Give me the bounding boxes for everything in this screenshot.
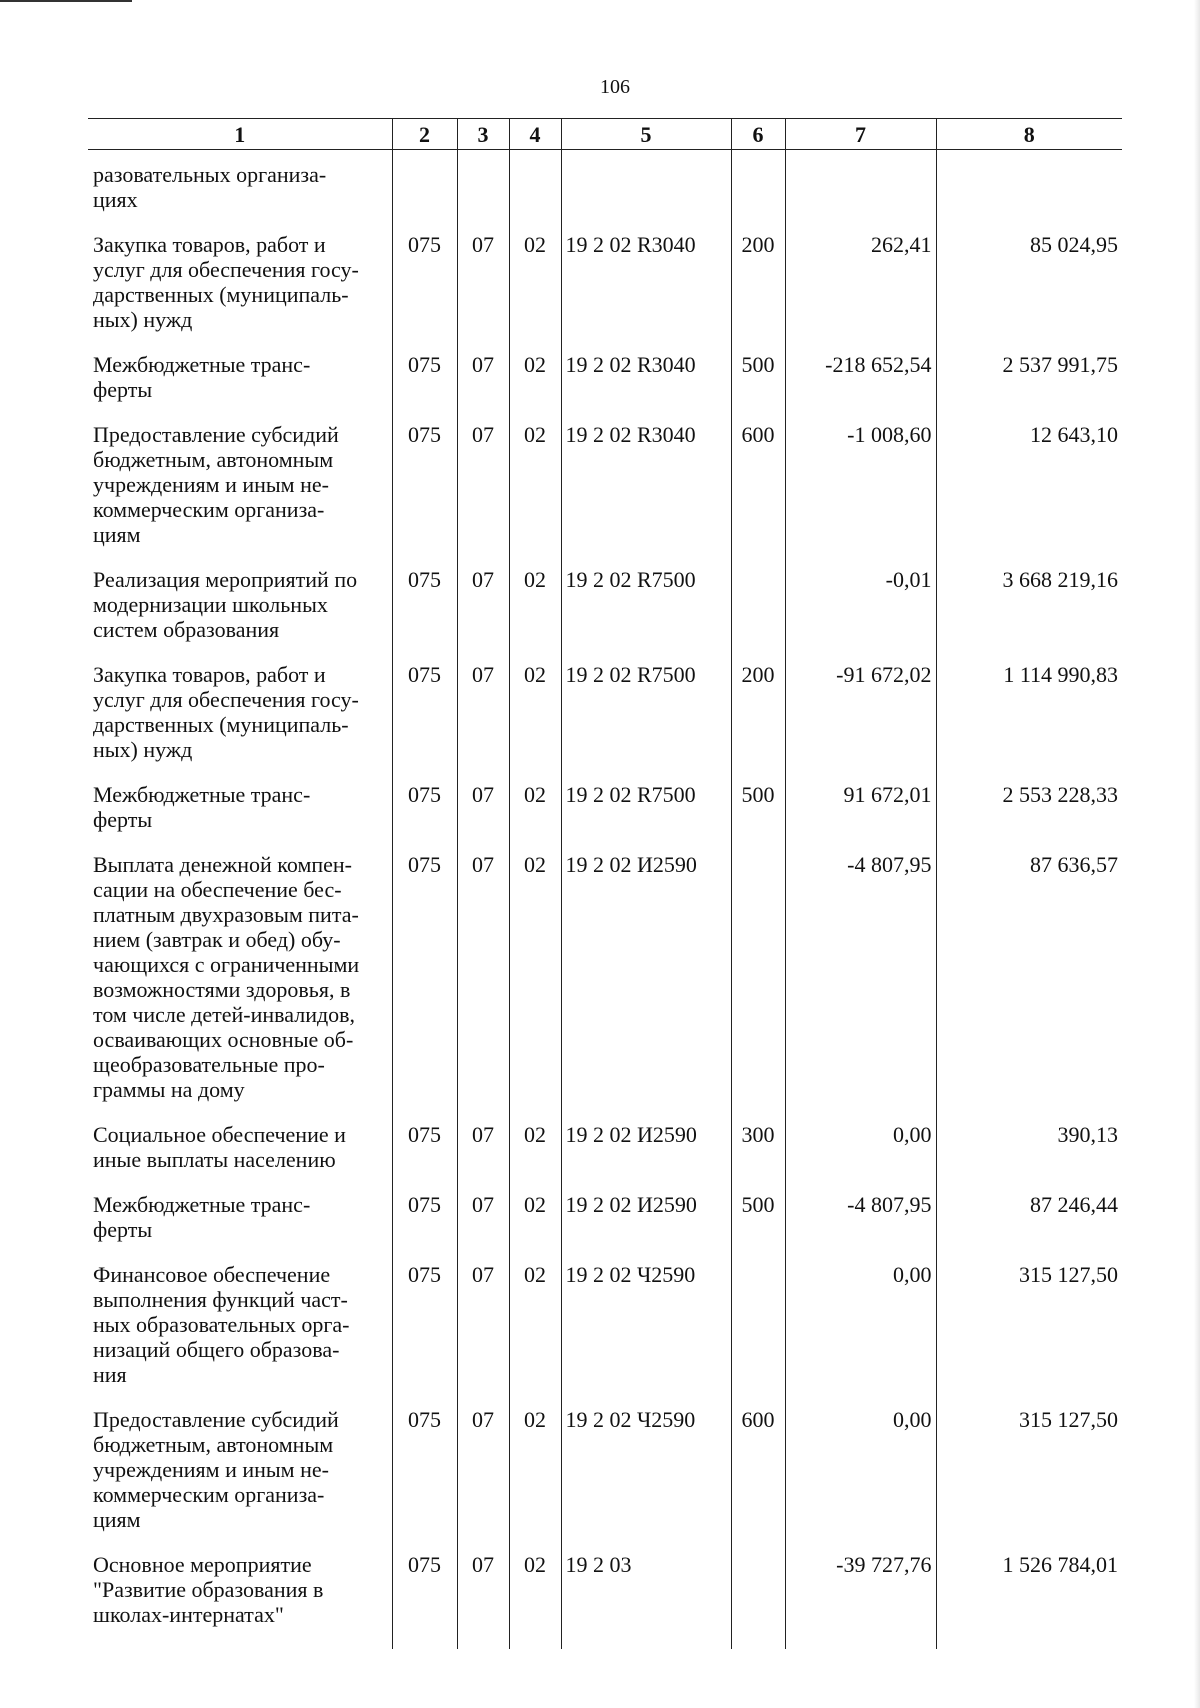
row-name-cell: Выплата денежной компен- сации на обеспечение бес- платным двухразовым пита- нием (завтрак и обед) обу- чающихся с ограниченными возможностями здоровья, в том числе детей-инвалидов, осваивающих основные об- щеобразовательные про- граммы на дому (88, 845, 392, 1115)
row-name-cell: Межбюджетные транс- ферты (88, 1185, 392, 1255)
header-cell: 8 (936, 119, 1122, 150)
row-total-amount-cell: 12 643,10 (936, 415, 1122, 560)
row-section-cell: 07 (457, 1185, 509, 1255)
row-name-cell: Социальное обеспечение и иные выплаты населению (88, 1115, 392, 1185)
row-section-cell: 07 (457, 1545, 509, 1649)
row-target-article-cell: 19 2 02 R7500 (561, 560, 731, 655)
row-target-article-cell: 19 2 02 R3040 (561, 415, 731, 560)
row-target-article-cell (561, 150, 731, 226)
row-subsection-cell: 02 (509, 560, 561, 655)
row-section-cell: 07 (457, 775, 509, 845)
row-total-amount-cell: 2 553 228,33 (936, 775, 1122, 845)
row-admin-code-cell: 075 (392, 655, 457, 775)
table-row (88, 150, 1122, 226)
header-cell: 7 (785, 119, 936, 150)
row-subsection-cell: 02 (509, 1400, 561, 1545)
row-target-article-cell: 19 2 02 И2590 (561, 1115, 731, 1185)
header-cell: 5 (561, 119, 731, 150)
row-name-cell: Закупка товаров, работ и услуг для обеспечения госу- дарственных (муниципаль- ных) нужд (88, 655, 392, 775)
header-cell: 1 (88, 119, 392, 150)
header-cell: 3 (457, 119, 509, 150)
header-cell: 4 (509, 119, 561, 150)
row-total-amount-cell: 3 668 219,16 (936, 560, 1122, 655)
row-total-amount-cell: 85 024,95 (936, 225, 1122, 345)
row-subsection-cell: 02 (509, 1255, 561, 1400)
row-admin-code-cell (392, 150, 457, 226)
row-total-amount-cell: 87 636,57 (936, 845, 1122, 1115)
table-row (88, 655, 1122, 775)
header-cell: 2 (392, 119, 457, 150)
row-expense-type-cell (731, 560, 785, 655)
row-change-amount-cell: 0,00 (785, 1400, 936, 1545)
table-row (88, 345, 1122, 415)
row-target-article-cell: 19 2 02 Ч2590 (561, 1400, 731, 1545)
row-name-cell: Межбюджетные транс- ферты (88, 345, 392, 415)
row-expense-type-cell: 500 (731, 345, 785, 415)
row-subsection-cell: 02 (509, 1115, 561, 1185)
row-expense-type-cell: 300 (731, 1115, 785, 1185)
table-row (88, 1185, 1122, 1255)
table-body (88, 150, 1122, 1650)
row-name-cell: Предоставление субсидий бюджетным, автономным учреждениям и иным не- коммерческим организа- циям (88, 415, 392, 560)
table-row (88, 775, 1122, 845)
row-admin-code-cell: 075 (392, 560, 457, 655)
row-total-amount-cell: 2 537 991,75 (936, 345, 1122, 415)
row-section-cell: 07 (457, 225, 509, 345)
header-row (88, 119, 1122, 150)
row-change-amount-cell (785, 150, 936, 226)
row-admin-code-cell: 075 (392, 1400, 457, 1545)
row-total-amount-cell: 1 114 990,83 (936, 655, 1122, 775)
row-target-article-cell: 19 2 02 И2590 (561, 845, 731, 1115)
row-admin-code-cell: 075 (392, 845, 457, 1115)
row-expense-type-cell: 200 (731, 225, 785, 345)
row-expense-type-cell: 600 (731, 415, 785, 560)
table-row (88, 845, 1122, 1115)
table-row (88, 560, 1122, 655)
row-target-article-cell: 19 2 02 Ч2590 (561, 1255, 731, 1400)
page-number: 106 (600, 76, 630, 98)
row-admin-code-cell: 075 (392, 1115, 457, 1185)
row-name-cell: Реализация мероприятий по модернизации школьных систем образования (88, 560, 392, 655)
row-change-amount-cell: -218 652,54 (785, 345, 936, 415)
row-expense-type-cell (731, 150, 785, 226)
table-row (88, 1255, 1122, 1400)
row-admin-code-cell: 075 (392, 1185, 457, 1255)
row-expense-type-cell (731, 1545, 785, 1649)
row-expense-type-cell: 200 (731, 655, 785, 775)
row-subsection-cell: 02 (509, 1545, 561, 1649)
row-section-cell: 07 (457, 1255, 509, 1400)
row-target-article-cell: 19 2 02 R3040 (561, 345, 731, 415)
row-change-amount-cell: -0,01 (785, 560, 936, 655)
row-expense-type-cell: 500 (731, 1185, 785, 1255)
row-section-cell: 07 (457, 345, 509, 415)
row-change-amount-cell: -91 672,02 (785, 655, 936, 775)
table-row (88, 1115, 1122, 1185)
row-subsection-cell: 02 (509, 345, 561, 415)
scan-artifact-edge (1194, 0, 1200, 1708)
row-total-amount-cell: 390,13 (936, 1115, 1122, 1185)
row-target-article-cell: 19 2 02 R7500 (561, 775, 731, 845)
row-total-amount-cell: 315 127,50 (936, 1400, 1122, 1545)
row-section-cell: 07 (457, 1115, 509, 1185)
row-name-cell: Основное мероприятие "Развитие образования в школах-интернатах" (88, 1545, 392, 1649)
row-total-amount-cell: 315 127,50 (936, 1255, 1122, 1400)
row-name-cell: Закупка товаров, работ и услуг для обеспечения госу- дарственных (муниципаль- ных) нужд (88, 225, 392, 345)
row-target-article-cell: 19 2 02 И2590 (561, 1185, 731, 1255)
table-row (88, 225, 1122, 345)
scan-artifact-line (0, 0, 132, 2)
table-row (88, 415, 1122, 560)
table-row (88, 1545, 1122, 1649)
row-section-cell: 07 (457, 1400, 509, 1545)
budget-table (88, 118, 1122, 1649)
row-admin-code-cell: 075 (392, 415, 457, 560)
row-expense-type-cell: 500 (731, 775, 785, 845)
row-name-cell: Финансовое обеспечение выполнения функций част- ных образовательных орга- низаций общего образова- ния (88, 1255, 392, 1400)
row-section-cell: 07 (457, 845, 509, 1115)
row-name-cell: Межбюджетные транс- ферты (88, 775, 392, 845)
row-admin-code-cell: 075 (392, 775, 457, 845)
row-change-amount-cell: -1 008,60 (785, 415, 936, 560)
table-row (88, 1400, 1122, 1545)
row-change-amount-cell: 0,00 (785, 1115, 936, 1185)
row-subsection-cell: 02 (509, 1185, 561, 1255)
row-section-cell: 07 (457, 415, 509, 560)
row-total-amount-cell: 87 246,44 (936, 1185, 1122, 1255)
row-subsection-cell: 02 (509, 415, 561, 560)
row-change-amount-cell: 91 672,01 (785, 775, 936, 845)
row-total-amount-cell: 1 526 784,01 (936, 1545, 1122, 1649)
row-name-cell: Предоставление субсидий бюджетным, автономным учреждениям и иным не- коммерческим организа- циям (88, 1400, 392, 1545)
row-admin-code-cell: 075 (392, 1545, 457, 1649)
row-subsection-cell: 02 (509, 225, 561, 345)
row-section-cell: 07 (457, 655, 509, 775)
row-name-cell: разовательных организа- циях (88, 150, 392, 226)
row-change-amount-cell: -4 807,95 (785, 1185, 936, 1255)
row-subsection-cell: 02 (509, 775, 561, 845)
row-subsection-cell (509, 150, 561, 226)
row-change-amount-cell: -4 807,95 (785, 845, 936, 1115)
row-expense-type-cell: 600 (731, 1400, 785, 1545)
row-target-article-cell: 19 2 02 R7500 (561, 655, 731, 775)
row-change-amount-cell: -39 727,76 (785, 1545, 936, 1649)
row-section-cell (457, 150, 509, 226)
row-admin-code-cell: 075 (392, 1255, 457, 1400)
row-subsection-cell: 02 (509, 845, 561, 1115)
row-target-article-cell: 19 2 03 (561, 1545, 731, 1649)
row-total-amount-cell (936, 150, 1122, 226)
row-target-article-cell: 19 2 02 R3040 (561, 225, 731, 345)
row-expense-type-cell (731, 1255, 785, 1400)
header-cell: 6 (731, 119, 785, 150)
row-change-amount-cell: 0,00 (785, 1255, 936, 1400)
row-expense-type-cell (731, 845, 785, 1115)
row-admin-code-cell: 075 (392, 345, 457, 415)
row-change-amount-cell: 262,41 (785, 225, 936, 345)
row-section-cell: 07 (457, 560, 509, 655)
row-admin-code-cell: 075 (392, 225, 457, 345)
row-subsection-cell: 02 (509, 655, 561, 775)
